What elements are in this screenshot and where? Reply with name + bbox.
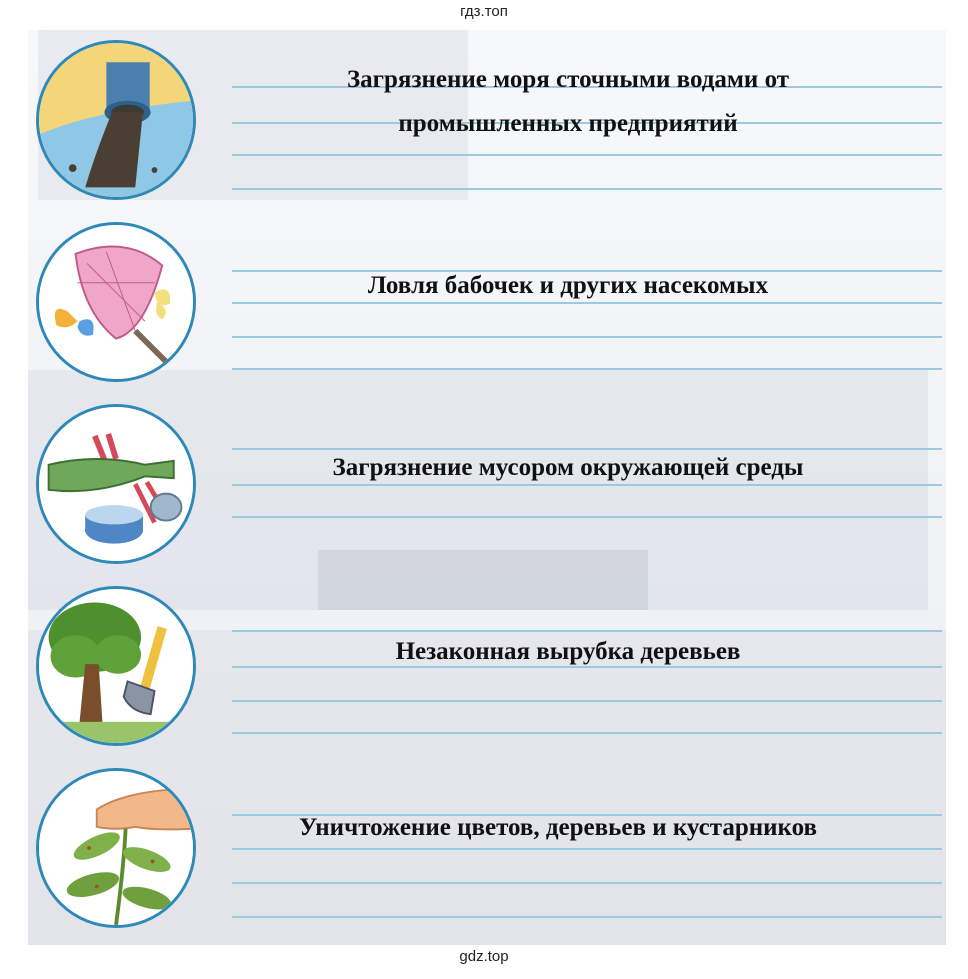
writing-line xyxy=(232,916,942,918)
writing-line xyxy=(232,732,942,734)
answer-text-4: Незаконная вырубка деревьев xyxy=(395,638,741,665)
writing-line xyxy=(232,516,942,518)
writing-line xyxy=(232,368,942,370)
writing-line xyxy=(232,188,942,190)
answer-text-2: Ловля бабочек и других насекомых xyxy=(367,272,769,299)
bleed-through-shade xyxy=(318,550,648,610)
watermark-top: гдз.топ xyxy=(460,3,508,20)
answer-text-5: Уничтожение цветов, деревьев и кустарников xyxy=(298,814,817,841)
workbook-page xyxy=(28,30,946,945)
writing-line xyxy=(232,336,942,338)
writing-line xyxy=(232,154,942,156)
writing-line xyxy=(232,882,942,884)
butterfly-net-icon xyxy=(36,222,196,382)
litter-bottle-can-icon xyxy=(36,404,196,564)
watermark-bottom: gdz.top xyxy=(459,948,509,965)
answer-text-1: Загрязнение моря сточными водами от промышленных предприятий xyxy=(346,66,790,137)
writing-line xyxy=(232,700,942,702)
sewage-pipe-icon xyxy=(36,40,196,200)
answer-text-3: Загрязнение мусором окружающей среды xyxy=(332,454,804,481)
tree-axe-icon xyxy=(36,586,196,746)
hand-plant-icon xyxy=(36,768,196,928)
